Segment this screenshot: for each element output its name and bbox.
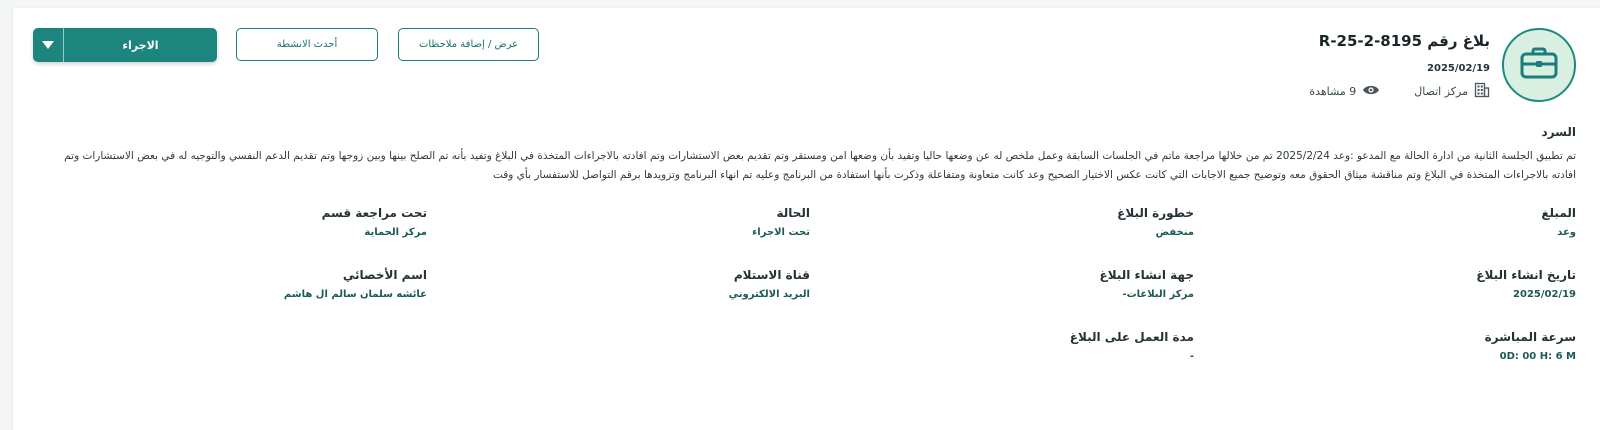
field-review-dept — [322, 206, 427, 238]
report-title: بلاغ رقم R-25-2-8195 — [1318, 32, 1490, 50]
field-label: خطورة البلاغ — [1117, 206, 1194, 220]
field-channel — [729, 268, 810, 300]
field-specialist — [284, 268, 427, 300]
field-value: مركز الحماية — [364, 227, 427, 238]
report-avatar — [1502, 28, 1576, 102]
center-info — [1414, 82, 1490, 101]
field-value: البريد الالكتروني — [728, 289, 810, 300]
field-value: وعد — [1557, 227, 1576, 238]
field-label: سرعة المباشرة — [1484, 330, 1576, 344]
field-created-by — [1100, 268, 1195, 300]
view-add-notes-button[interactable] — [398, 28, 539, 61]
field-reporter — [1541, 206, 1576, 238]
field-label: تحت مراجعة قسم — [321, 206, 427, 220]
narrative-text: تم تطبيق الجلسة الثانية من ادارة الحالة مع المدعو :وعد 2025/2/24 تم من خلالها مراجعة ماتم في الجلسات السابقة وعمل ملخص له عن وضعها حاليا وتفيد بأن وضعها امن ومستقر وتم تقديم بعض الاستشارات وتم افادته بالاجراءات المتخذة في البلاغ وتفيد بأنه تم الصلح بينها وبين زوجها وتم تقديم الدعم النفسي والتوجيه له في بعض الاستشارات وتم افادته بالاجراءات المتخذة في البلاغ وتم مناقشة ميثاق الحقوق معه وتوضيح جميع الاجابات التي كانت عكس الاختيار الصحيح وعد كانت متعاونة ومتفاعلة وذكرت بأنها استفادة من البرنامج وعليه تم انهاء البرنامج وتزويدها برقم التواصل للاستفسار بأي وقت — [64, 150, 1576, 181]
field-created-date — [1476, 268, 1576, 300]
action-dropdown-button[interactable] — [33, 28, 217, 62]
field-label: اسم الأخصائي — [342, 268, 427, 282]
views-info — [1309, 84, 1380, 99]
field-label: جهة انشاء البلاغ — [1099, 268, 1194, 282]
views-label: 9 مشاهدة — [1309, 85, 1357, 98]
field-value: مركز البلاغات- — [1122, 289, 1194, 300]
building-icon — [1474, 82, 1490, 101]
field-label: مدة العمل على البلاغ — [1069, 330, 1194, 344]
field-value: 2025/02/19 — [1513, 289, 1576, 300]
notes-button-label: عرض / إضافة ملاحظات — [418, 39, 519, 50]
field-label: قناة الاستلام — [733, 268, 810, 282]
field-label: تاريخ انشاء البلاغ — [1476, 268, 1576, 282]
field-label: الحالة — [776, 206, 810, 220]
field-value: منخفض — [1155, 227, 1194, 238]
action-button-label[interactable]: الاجراء — [122, 38, 159, 52]
latest-activities-button[interactable] — [236, 28, 378, 61]
field-value: تحت الاجراء — [752, 227, 810, 238]
report-meta — [1309, 82, 1490, 101]
field-value: - — [1189, 351, 1194, 362]
briefcase-icon — [1519, 46, 1559, 84]
field-status — [752, 206, 810, 238]
center-label: مركز اتصال — [1414, 85, 1468, 98]
eye-icon — [1362, 84, 1380, 99]
field-response-speed — [1485, 330, 1576, 362]
activities-button-label: أحدث الانشطة — [276, 39, 338, 50]
field-value: عائشه سلمان سالم ال هاشم — [283, 289, 427, 300]
report-date: 2025/02/19 — [1427, 63, 1490, 74]
chevron-down-icon[interactable] — [33, 28, 64, 62]
field-work-duration — [1070, 330, 1194, 362]
field-severity — [1117, 206, 1194, 238]
report-card — [12, 7, 1600, 430]
narrative-label: السرد — [1541, 125, 1576, 139]
field-label: المبلغ — [1541, 206, 1576, 220]
field-value: 0D: 00 H: 6 M — [1499, 351, 1576, 362]
